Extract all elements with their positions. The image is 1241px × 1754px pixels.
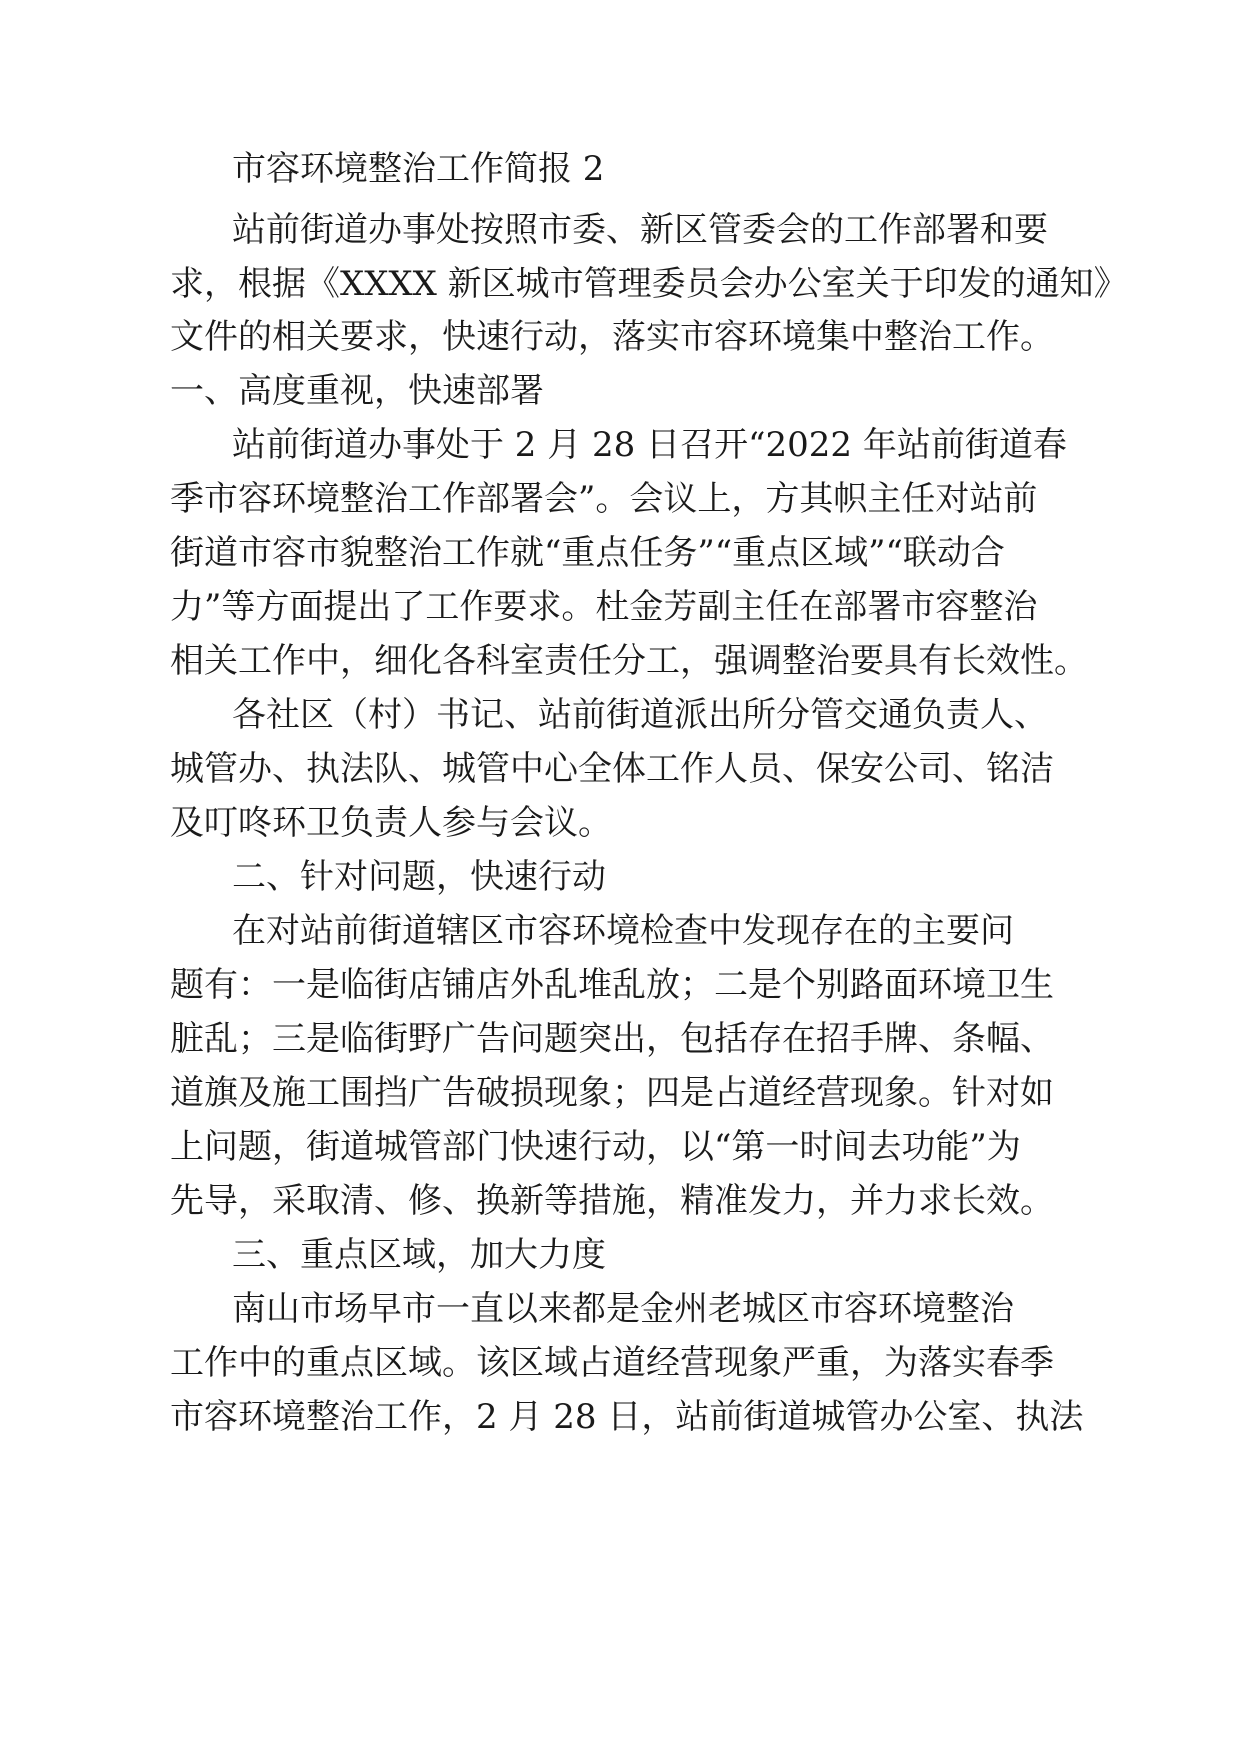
intro-line-2: 求，根据《XXXX 新区城市管理委员会办公室关于印发的通知》	[170, 264, 1128, 304]
section-1-para-1-line-2: 季市容环境整治工作部署会”。会议上，方其帜主任对站前	[170, 479, 1038, 519]
section-1-para-2-line-1: 各社区（村）书记、站前街道派出所分管交通负责人、	[232, 695, 1048, 735]
section-1-para-1-line-4: 力”等方面提出了工作要求。杜金芳副主任在部署市容整治	[170, 587, 1038, 627]
section-2-para-1-line-4: 道旗及施工围挡广告破损现象；四是占道经营现象。针对如	[170, 1073, 1054, 1113]
section-2-para-1-line-6: 先导，采取清、修、换新等措施，精准发力，并力求长效。	[170, 1181, 1054, 1221]
section-2-para-1-line-5: 上问题，街道城管部门快速行动，以“第一时间去功能”为	[170, 1127, 1021, 1167]
section-1-para-1-line-5: 相关工作中，细化各科室责任分工，强调整治要具有长效性。	[170, 641, 1088, 681]
section-3-para-1-line-1: 南山市场早市一直以来都是金州老城区市容环境整治	[232, 1289, 1014, 1329]
section-3-para-1-line-3: 市容环境整治工作，2 月 28 日，站前街道城管办公室、执法	[170, 1397, 1084, 1437]
section-3-heading: 三、重点区域，加大力度	[232, 1235, 606, 1275]
section-2-para-1-line-2: 题有：一是临街店铺店外乱堆乱放；二是个别路面环境卫生	[170, 965, 1054, 1005]
section-2-para-1-line-1: 在对站前街道辖区市容环境检查中发现存在的主要问	[232, 911, 1014, 951]
section-1-para-2-line-3: 及叮咚环卫负责人参与会议。	[170, 803, 612, 843]
intro-line-3: 文件的相关要求，快速行动，落实市容环境集中整治工作。	[170, 317, 1054, 357]
section-1-para-1-line-3: 街道市容市貌整治工作就“重点任务”“重点区域”“联动合	[170, 533, 1005, 573]
document-title: 市容环境整治工作简报 2	[232, 149, 605, 189]
section-3-para-1-line-2: 工作中的重点区域。该区域占道经营现象严重，为落实春季	[170, 1343, 1054, 1383]
section-2-para-1-line-3: 脏乱；三是临街野广告问题突出，包括存在招手牌、条幅、	[170, 1019, 1054, 1059]
section-1-para-2-line-2: 城管办、执法队、城管中心全体工作人员、保安公司、铭洁	[170, 749, 1054, 789]
section-1-heading: 一、高度重视，快速部署	[170, 371, 544, 411]
section-1-para-1-line-1: 站前街道办事处于 2 月 28 日召开“2022 年站前街道春	[232, 425, 1067, 465]
section-2-heading: 二、针对问题，快速行动	[232, 857, 606, 897]
intro-line-1: 站前街道办事处按照市委、新区管委会的工作部署和要	[232, 210, 1048, 250]
